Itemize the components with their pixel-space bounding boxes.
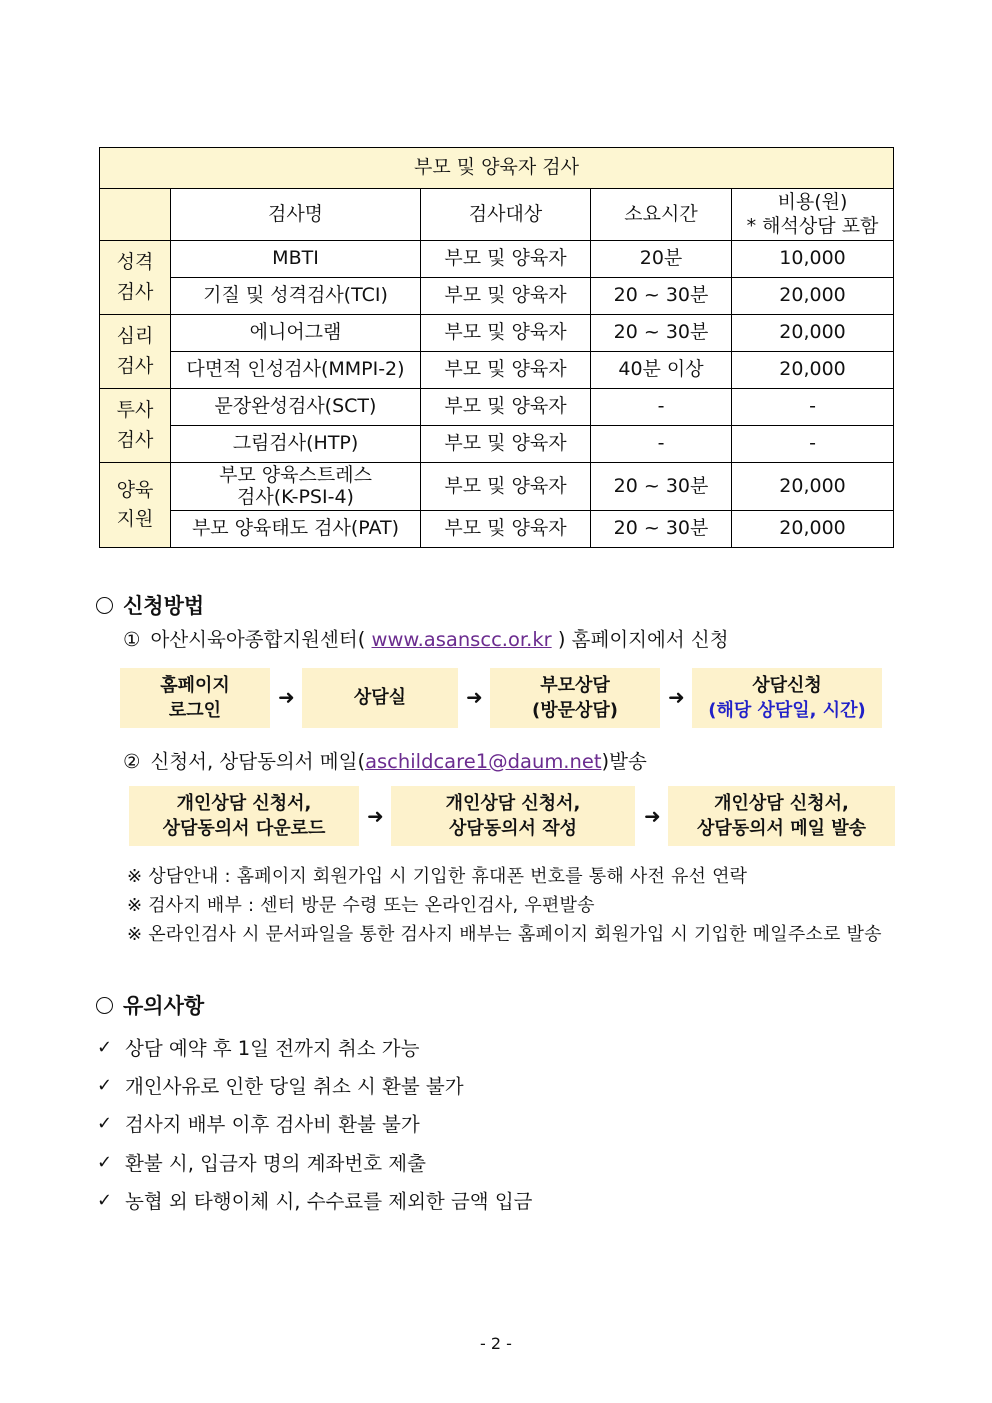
exam-duration: - <box>591 389 732 426</box>
header-target: 검사대상 <box>421 189 591 241</box>
step1-number: ① <box>123 628 141 651</box>
check-icon: ✓ <box>97 1112 113 1134</box>
category-label: 투사 <box>116 399 154 422</box>
apply-heading <box>96 590 204 620</box>
category-label: 검사 <box>116 280 154 303</box>
exam-target: 부모 및 양육자 <box>421 426 591 463</box>
table-row <box>100 278 894 315</box>
exam-duration: 20 ~ 30분 <box>591 315 732 352</box>
exam-target: 부모 및 양육자 <box>421 241 591 278</box>
arrow-icon: ➜ <box>668 685 685 709</box>
check-icon: ✓ <box>97 1189 113 1211</box>
flow-box-write <box>391 786 635 846</box>
exam-cost: 20,000 <box>732 463 894 511</box>
table-row <box>100 241 894 278</box>
exam-duration: 20 ~ 30분 <box>591 511 732 548</box>
header-cost <box>732 189 894 241</box>
flow-box-login <box>120 668 270 728</box>
flow-box-counsel-room <box>302 668 458 728</box>
flow-box-apply <box>692 668 882 728</box>
exam-name <box>171 463 421 511</box>
circle-bullet-icon <box>96 597 113 614</box>
caution-text: 검사지 배부 이후 검사비 환불 불가 <box>125 1113 420 1136</box>
caution-text: 개인사유로 인한 당일 취소 시 환불 불가 <box>125 1075 464 1098</box>
exam-name-line1: 부모 양육스트레스 <box>219 463 372 486</box>
note-contact: ※ 상담안내 : 홈페이지 회원가입 시 기입한 휴대폰 번호를 통해 사전 유선 연락 <box>127 866 748 887</box>
page-number: - 2 - <box>480 1334 512 1353</box>
table-row <box>100 511 894 548</box>
exam-cost: - <box>732 426 894 463</box>
caution-text: 상담 예약 후 1일 전까지 취소 가능 <box>125 1037 420 1060</box>
category-cell <box>100 241 171 315</box>
exam-cost: 20,000 <box>732 315 894 352</box>
exam-duration: - <box>591 426 732 463</box>
flow-text-highlight: (해당 상담일, 시간) <box>708 700 866 721</box>
step1-text-after: ) 홈페이지에서 신청 <box>557 628 729 651</box>
category-label: 심리 <box>116 325 154 348</box>
category-header <box>100 189 171 241</box>
note-online: ※ 온라인검사 시 문서파일을 통한 검사지 배부는 홈페이지 회원가입 시 기입한 메일주소로 발송 <box>127 924 882 945</box>
exam-name: 다면적 인성검사(MMPI-2) <box>171 352 421 389</box>
table-title: 부모 및 양육자 검사 <box>100 148 894 189</box>
check-icon: ✓ <box>97 1036 113 1058</box>
flow-text: 개인상담 신청서, <box>176 792 312 814</box>
check-icon: ✓ <box>97 1151 113 1173</box>
step1-text-before: 아산시육아종합지원센터( <box>150 628 366 651</box>
exam-duration: 20 ~ 30분 <box>591 278 732 315</box>
exam-target: 부모 및 양육자 <box>421 463 591 511</box>
exam-cost: - <box>732 389 894 426</box>
flow-text: (방문상담) <box>531 700 618 721</box>
caution-text: 환불 시, 입금자 명의 계좌번호 제출 <box>125 1152 426 1175</box>
caution-item <box>97 1109 420 1137</box>
flow-box-download <box>129 786 359 846</box>
exam-fee-table <box>99 147 894 548</box>
arrow-icon: ➜ <box>466 685 483 709</box>
exam-name-line2: 검사(K-PSI-4) <box>237 485 354 508</box>
arrow-icon: ➜ <box>644 804 661 828</box>
flow-box-send <box>668 786 895 846</box>
exam-cost: 20,000 <box>732 352 894 389</box>
step2-number: ② <box>123 750 141 773</box>
exam-name: 부모 양육태도 검사(PAT) <box>171 511 421 548</box>
exam-target: 부모 및 양육자 <box>421 278 591 315</box>
step1-line <box>123 624 729 652</box>
header-exam-name: 검사명 <box>171 189 421 241</box>
exam-name: MBTI <box>171 241 421 278</box>
caution-item <box>97 1071 464 1099</box>
email-link[interactable]: aschildcare1@daum.net <box>365 750 602 773</box>
circle-bullet-icon <box>96 997 113 1014</box>
flow-text: 상담동의서 다운로드 <box>162 818 326 839</box>
flow-text: 개인상담 신청서, <box>445 792 581 814</box>
caution-item <box>97 1148 426 1176</box>
arrow-icon: ➜ <box>367 804 384 828</box>
step2-text-before: 신청서, 상담동의서 메일( <box>150 750 366 773</box>
exam-duration: 40분 이상 <box>591 352 732 389</box>
category-cell <box>100 389 171 463</box>
exam-target: 부모 및 양육자 <box>421 352 591 389</box>
header-cost-line2: * 해석상담 포함 <box>746 214 879 237</box>
step2-line <box>123 746 647 774</box>
flow-text: 로그인 <box>168 700 222 721</box>
note-distribution: ※ 검사지 배부 : 센터 방문 수령 또는 온라인검사, 우편발송 <box>127 895 595 916</box>
category-label: 양육 <box>116 478 154 501</box>
table-row <box>100 426 894 463</box>
exam-target: 부모 및 양육자 <box>421 315 591 352</box>
exam-duration: 20분 <box>591 241 732 278</box>
category-label: 검사 <box>116 428 154 451</box>
category-label: 성격 <box>116 251 154 274</box>
caution-heading-text: 유의사항 <box>123 994 205 1018</box>
exam-name: 기질 및 성격검사(TCI) <box>171 278 421 315</box>
category-cell <box>100 463 171 548</box>
exam-name: 에니어그램 <box>171 315 421 352</box>
exam-target: 부모 및 양육자 <box>421 511 591 548</box>
exam-cost: 20,000 <box>732 278 894 315</box>
caution-item <box>97 1186 533 1214</box>
flow-box-parent-counsel <box>490 668 660 728</box>
exam-target: 부모 및 양육자 <box>421 389 591 426</box>
arrow-icon: ➜ <box>278 685 295 709</box>
caution-heading <box>96 990 204 1020</box>
flow-text: 부모상담 <box>540 674 610 696</box>
step2-text-after: )발송 <box>601 750 647 773</box>
flow-text: 상담실 <box>353 687 407 709</box>
table-row <box>100 389 894 426</box>
table-row <box>100 463 894 511</box>
category-cell <box>100 315 171 389</box>
exam-name: 그림검사(HTP) <box>171 426 421 463</box>
flow-text: 상담동의서 작성 <box>449 818 577 839</box>
flow-text: 홈페이지 <box>160 674 230 696</box>
exam-duration: 20 ~ 30분 <box>591 463 732 511</box>
header-duration: 소요시간 <box>591 189 732 241</box>
flow-text: 상담신청 <box>752 674 822 696</box>
caution-text: 농협 외 타행이체 시, 수수료를 제외한 금액 입금 <box>125 1190 533 1213</box>
check-icon: ✓ <box>97 1074 113 1096</box>
table-row <box>100 315 894 352</box>
homepage-link[interactable]: www.asanscc.or.kr <box>371 628 552 651</box>
apply-heading-text: 신청방법 <box>123 594 205 618</box>
header-cost-line1: 비용(원) <box>777 190 848 213</box>
category-label: 검사 <box>116 354 154 377</box>
table-row <box>100 352 894 389</box>
exam-cost: 20,000 <box>732 511 894 548</box>
exam-name: 문장완성검사(SCT) <box>171 389 421 426</box>
caution-item <box>97 1033 419 1061</box>
exam-cost: 10,000 <box>732 241 894 278</box>
category-label: 지원 <box>116 508 154 530</box>
flow-text: 상담동의서 메일 발송 <box>696 818 867 839</box>
flow-text: 개인상담 신청서, <box>714 792 849 814</box>
